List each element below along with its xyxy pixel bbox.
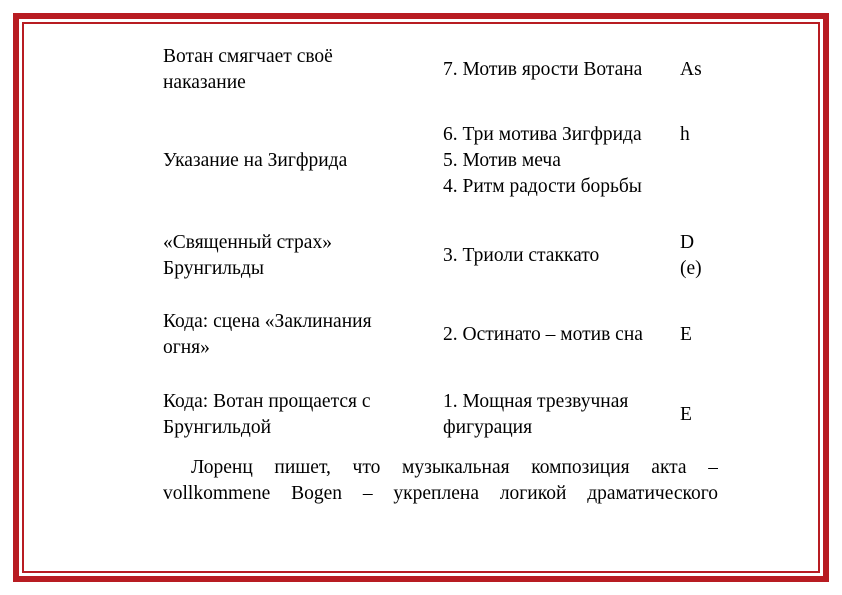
key-line: (e) xyxy=(680,258,702,279)
scene-cell xyxy=(163,309,433,361)
motif-cell xyxy=(443,389,675,441)
motif-cell xyxy=(443,44,675,96)
key-cell xyxy=(680,230,720,282)
key-cell xyxy=(680,309,720,361)
key-line: h xyxy=(680,124,690,145)
motif-line: 6. Три мотива Зигфрида xyxy=(443,124,642,145)
motif-line: 3. Триоли стаккато xyxy=(443,245,600,266)
motif-cell xyxy=(443,230,675,282)
scene-cell xyxy=(163,389,433,441)
key-line: As xyxy=(680,59,702,80)
key-cell xyxy=(680,122,720,148)
scene-line: Вотан смягчает своё xyxy=(163,46,333,67)
scene-line: Брунгильдой xyxy=(163,417,272,438)
key-cell xyxy=(680,44,720,96)
key-line: E xyxy=(680,324,692,345)
motif-line: 7. Мотив ярости Вотана xyxy=(443,59,643,80)
motif-line: 4. Ритм радости борьбы xyxy=(443,176,642,197)
scene-line: огня» xyxy=(163,337,210,358)
scene-line: Брунгильды xyxy=(163,258,264,279)
scene-cell xyxy=(163,230,433,282)
body-paragraph xyxy=(163,455,718,507)
key-cell xyxy=(680,389,720,441)
motif-cell xyxy=(443,309,675,361)
scene-cell xyxy=(163,122,433,200)
scene-line: Указание на Зигфрида xyxy=(163,150,348,171)
scene-line: Кода: Вотан прощается с xyxy=(163,391,371,412)
key-line: D xyxy=(680,232,695,253)
scene-cell xyxy=(163,44,433,96)
paragraph-line: Лоренц пишет, что музыкальная композиция акта – xyxy=(191,457,718,478)
motif-line: фигурация xyxy=(443,417,533,438)
key-line: E xyxy=(680,404,692,425)
motif-cell xyxy=(443,122,675,200)
scene-line: «Священный страх» xyxy=(163,232,332,253)
scene-line: Кода: сцена «Заклинания xyxy=(163,311,372,332)
paragraph-line: vollkommene Bogen – укреплена логикой драматического xyxy=(163,483,718,504)
motif-line: 2. Остинато – мотив сна xyxy=(443,324,643,345)
motif-line: 1. Мощная трезвучная xyxy=(443,391,629,412)
motif-line: 5. Мотив меча xyxy=(443,150,561,171)
scene-line: наказание xyxy=(163,72,246,93)
